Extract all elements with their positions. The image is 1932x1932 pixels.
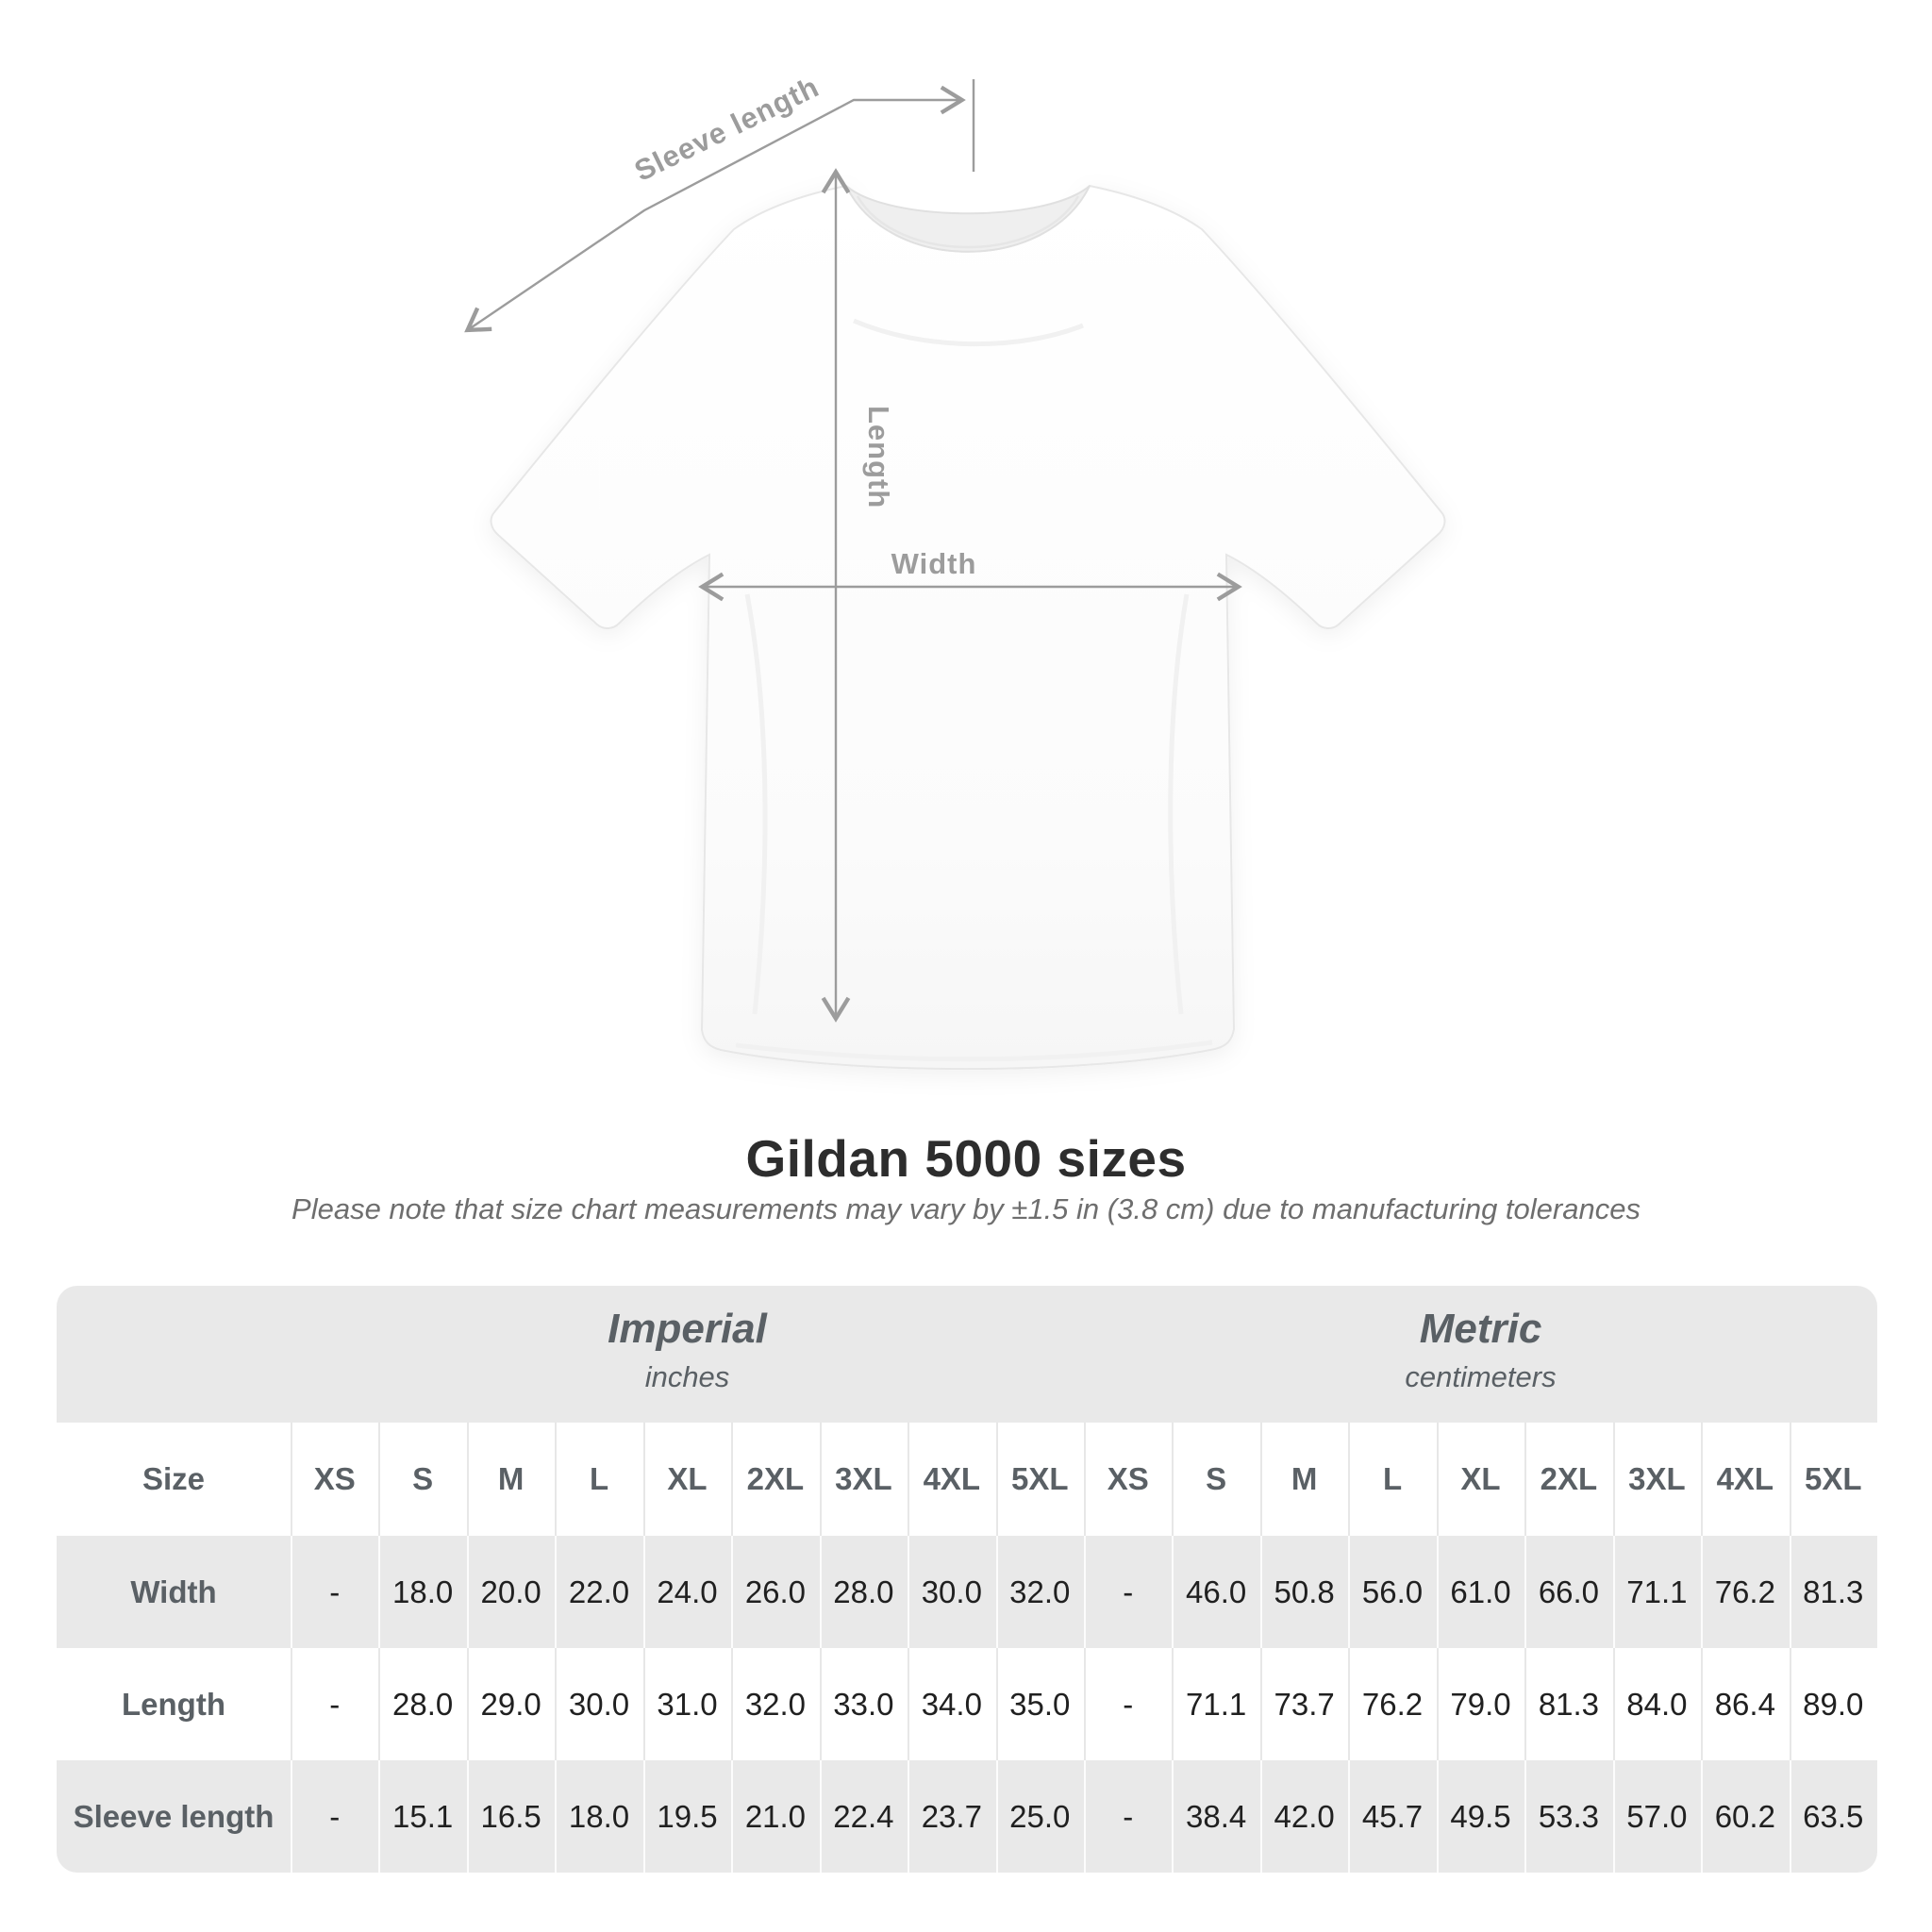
table-row-width [57, 1536, 1877, 1648]
size-col-m-imperial: M [467, 1423, 555, 1536]
row-label-sleeve-length: Sleeve length [73, 1798, 275, 1834]
value-length-s-metric: 71.1 [1172, 1648, 1259, 1760]
value-length-2xl-imperial: 32.0 [731, 1648, 819, 1760]
value-sleeve-length-2xl-imperial: 21.0 [731, 1760, 819, 1873]
value-length-l-imperial: 30.0 [555, 1648, 642, 1760]
table-row-sleeve-length [57, 1760, 1877, 1873]
size-col-2xl-metric: 2XL [1524, 1423, 1612, 1536]
value-length-s-imperial: 28.0 [378, 1648, 466, 1760]
imperial-label: Imperial [608, 1305, 767, 1352]
value-sleeve-length-5xl-imperial: 25.0 [996, 1760, 1084, 1873]
value-width-4xl-imperial: 30.0 [908, 1536, 995, 1648]
row-label-width: Width [130, 1574, 217, 1609]
value-sleeve-length-l-metric: 45.7 [1348, 1760, 1436, 1873]
value-sleeve-length-m-metric: 42.0 [1260, 1760, 1348, 1873]
value-width-2xl-imperial: 26.0 [731, 1536, 819, 1648]
value-length-m-metric: 73.7 [1260, 1648, 1348, 1760]
measurement-rows [57, 1536, 1877, 1873]
size-col-xl-metric: XL [1437, 1423, 1524, 1536]
value-sleeve-length-xl-imperial: 19.5 [643, 1760, 731, 1873]
value-length-3xl-imperial: 33.0 [820, 1648, 908, 1760]
value-length-5xl-imperial: 35.0 [996, 1648, 1084, 1760]
row-label-length: Length [122, 1686, 225, 1722]
size-header-row [57, 1423, 1877, 1536]
value-length-xs-imperial: - [291, 1648, 378, 1760]
value-length-4xl-metric: 86.4 [1701, 1648, 1789, 1760]
size-header-label: Size [142, 1461, 206, 1496]
value-length-5xl-metric: 89.0 [1790, 1648, 1877, 1760]
value-length-2xl-metric: 81.3 [1524, 1648, 1612, 1760]
value-length-m-imperial: 29.0 [467, 1648, 555, 1760]
value-sleeve-length-m-imperial: 16.5 [467, 1760, 555, 1873]
size-col-xs-metric: XS [1084, 1423, 1172, 1536]
value-width-xl-metric: 61.0 [1437, 1536, 1524, 1648]
value-length-4xl-imperial: 34.0 [908, 1648, 995, 1760]
width-label: Width [891, 547, 977, 580]
value-width-xs-imperial: - [291, 1536, 378, 1648]
value-width-3xl-metric: 71.1 [1613, 1536, 1701, 1648]
value-sleeve-length-xs-imperial: - [291, 1760, 378, 1873]
value-sleeve-length-3xl-metric: 57.0 [1613, 1760, 1701, 1873]
value-width-4xl-metric: 76.2 [1701, 1536, 1789, 1648]
value-length-xl-imperial: 31.0 [643, 1648, 731, 1760]
value-width-2xl-metric: 66.0 [1524, 1536, 1612, 1648]
value-length-3xl-metric: 84.0 [1613, 1648, 1701, 1760]
size-col-xs-imperial: XS [291, 1423, 378, 1536]
value-length-xs-metric: - [1084, 1648, 1172, 1760]
value-length-l-metric: 76.2 [1348, 1648, 1436, 1760]
size-col-4xl-metric: 4XL [1701, 1423, 1789, 1536]
unit-header-band [57, 1286, 1877, 1423]
length-label: Length [862, 406, 895, 509]
imperial-unit: inches [644, 1359, 730, 1393]
tshirt-body [491, 186, 1445, 1069]
value-sleeve-length-s-imperial: 15.1 [378, 1760, 466, 1873]
value-width-l-metric: 56.0 [1348, 1536, 1436, 1648]
value-width-s-imperial: 18.0 [378, 1536, 466, 1648]
tolerance-note: Please note that size chart measurements may vary by ±1.5 in (3.8 cm) due to manufacturing tolerances [291, 1192, 1641, 1225]
value-sleeve-length-2xl-metric: 53.3 [1524, 1760, 1612, 1873]
value-sleeve-length-4xl-metric: 60.2 [1701, 1760, 1789, 1873]
table-row-length [57, 1648, 1877, 1760]
band-corner-spacer [57, 1286, 291, 1423]
imperial-group-header [291, 1286, 1084, 1423]
value-length-xl-metric: 79.0 [1437, 1648, 1524, 1760]
size-col-2xl-imperial: 2XL [731, 1423, 819, 1536]
value-sleeve-length-xl-metric: 49.5 [1437, 1760, 1524, 1873]
metric-group-header [1084, 1286, 1877, 1423]
size-col-3xl-imperial: 3XL [820, 1423, 908, 1536]
sleeve-length-label: Sleeve length [629, 70, 824, 188]
value-width-s-metric: 46.0 [1172, 1536, 1259, 1648]
value-width-xs-metric: - [1084, 1536, 1172, 1648]
value-width-xl-imperial: 24.0 [643, 1536, 731, 1648]
value-width-m-metric: 50.8 [1260, 1536, 1348, 1648]
value-sleeve-length-xs-metric: - [1084, 1760, 1172, 1873]
size-table [57, 1286, 1877, 1873]
size-col-s-metric: S [1172, 1423, 1259, 1536]
value-width-l-imperial: 22.0 [555, 1536, 642, 1648]
size-col-s-imperial: S [378, 1423, 466, 1536]
value-sleeve-length-5xl-metric: 63.5 [1790, 1760, 1877, 1873]
metric-unit: centimeters [1405, 1359, 1557, 1393]
size-col-l-imperial: L [555, 1423, 642, 1536]
size-col-m-metric: M [1260, 1423, 1348, 1536]
value-width-5xl-metric: 81.3 [1790, 1536, 1877, 1648]
tshirt-graphic [491, 186, 1445, 1069]
size-col-5xl-metric: 5XL [1790, 1423, 1877, 1536]
size-col-xl-imperial: XL [643, 1423, 731, 1536]
value-sleeve-length-3xl-imperial: 22.4 [820, 1760, 908, 1873]
value-sleeve-length-l-imperial: 18.0 [555, 1760, 642, 1873]
metric-label: Metric [1419, 1305, 1542, 1352]
page-title: Gildan 5000 sizes [745, 1129, 1187, 1188]
size-col-l-metric: L [1348, 1423, 1436, 1536]
value-width-m-imperial: 20.0 [467, 1536, 555, 1648]
size-col-5xl-imperial: 5XL [996, 1423, 1084, 1536]
value-width-3xl-imperial: 28.0 [820, 1536, 908, 1648]
value-sleeve-length-s-metric: 38.4 [1172, 1760, 1259, 1873]
size-col-4xl-imperial: 4XL [908, 1423, 995, 1536]
size-col-3xl-metric: 3XL [1613, 1423, 1701, 1536]
value-sleeve-length-4xl-imperial: 23.7 [908, 1760, 995, 1873]
value-width-5xl-imperial: 32.0 [996, 1536, 1084, 1648]
